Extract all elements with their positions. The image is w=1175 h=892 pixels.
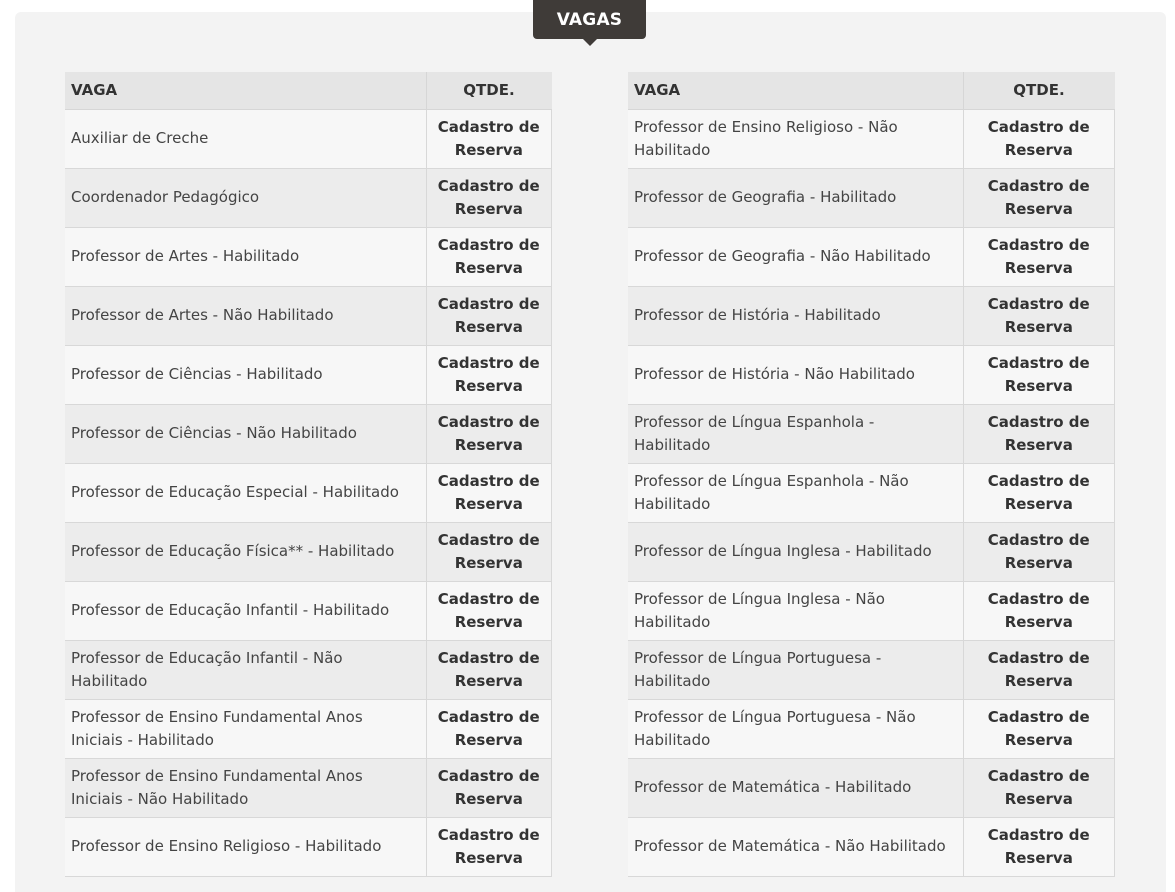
vagas-title-badge: [533, 0, 646, 39]
table-row: [628, 581, 1115, 640]
qtde-cell: Cadastro de Reserva: [426, 581, 552, 640]
vaga-cell: Professor de Educação Especial - Habilitado: [65, 463, 426, 522]
qtde-cell: Cadastro de Reserva: [426, 640, 552, 699]
qtde-cell: Cadastro de Reserva: [426, 817, 552, 876]
qtde-cell: Cadastro de Reserva: [963, 581, 1115, 640]
table-row: [65, 109, 552, 168]
vaga-cell: Professor de Ciências - Habilitado: [65, 345, 426, 404]
table-row: [628, 522, 1115, 581]
table-row: [65, 699, 552, 758]
table-row: [65, 227, 552, 286]
table-row: [628, 109, 1115, 168]
qtde-cell: Cadastro de Reserva: [963, 168, 1115, 227]
vaga-cell: Professor de Geografia - Não Habilitado: [628, 227, 963, 286]
qtde-cell: Cadastro de Reserva: [426, 109, 552, 168]
table-row: [65, 581, 552, 640]
qtde-cell: Cadastro de Reserva: [963, 758, 1115, 817]
vaga-cell: Professor de Ensino Religioso - Não Habilitado: [628, 109, 963, 168]
qtde-cell: Cadastro de Reserva: [963, 463, 1115, 522]
vaga-cell: Professor de Língua Inglesa - Habilitado: [628, 522, 963, 581]
table-row: [628, 345, 1115, 404]
vaga-cell: Professor de Ciências - Não Habilitado: [65, 404, 426, 463]
qtde-cell: Cadastro de Reserva: [426, 404, 552, 463]
qtde-cell: Cadastro de Reserva: [963, 640, 1115, 699]
qtde-cell: Cadastro de Reserva: [426, 345, 552, 404]
vaga-cell: Professor de Ensino Religioso - Habilitado: [65, 817, 426, 876]
vaga-cell: Professor de Educação Infantil - Não Habilitado: [65, 640, 426, 699]
table-row: [65, 404, 552, 463]
qtde-cell: Cadastro de Reserva: [963, 227, 1115, 286]
qtde-cell: Cadastro de Reserva: [963, 699, 1115, 758]
vaga-cell: Professor de História - Habilitado: [628, 286, 963, 345]
vaga-cell: Professor de Educação Infantil - Habilitado: [65, 581, 426, 640]
vaga-cell: Professor de Matemática - Habilitado: [628, 758, 963, 817]
qtde-cell: Cadastro de Reserva: [426, 227, 552, 286]
table-row: [628, 404, 1115, 463]
vaga-cell: Professor de Ensino Fundamental Anos Iniciais - Habilitado: [65, 699, 426, 758]
table-row: [628, 227, 1115, 286]
vaga-cell: Professor de Língua Inglesa - Não Habilitado: [628, 581, 963, 640]
vagas-table-right: [628, 72, 1115, 877]
qtde-cell: Cadastro de Reserva: [963, 345, 1115, 404]
vaga-cell: Professor de Língua Espanhola - Não Habilitado: [628, 463, 963, 522]
vaga-cell: Professor de Educação Física** - Habilitado: [65, 522, 426, 581]
vaga-cell: Professor de Artes - Habilitado: [65, 227, 426, 286]
vaga-cell: Coordenador Pedagógico: [65, 168, 426, 227]
vaga-cell: Professor de Artes - Não Habilitado: [65, 286, 426, 345]
vaga-cell: Professor de História - Não Habilitado: [628, 345, 963, 404]
table-header-row: [628, 72, 1115, 109]
qtde-cell: Cadastro de Reserva: [963, 404, 1115, 463]
table-row: [65, 286, 552, 345]
table-row: [628, 699, 1115, 758]
table-row: [628, 817, 1115, 876]
table-row: [65, 463, 552, 522]
qtde-cell: Cadastro de Reserva: [963, 286, 1115, 345]
column-header-vaga: VAGA: [628, 72, 963, 109]
vaga-cell: Professor de Geografia - Habilitado: [628, 168, 963, 227]
vaga-cell: Professor de Ensino Fundamental Anos Iniciais - Não Habilitado: [65, 758, 426, 817]
vagas-table-left: [65, 72, 552, 877]
table-row: [628, 463, 1115, 522]
table-row: [65, 345, 552, 404]
caret-down-icon: [583, 39, 597, 46]
vaga-cell: Professor de Matemática - Não Habilitado: [628, 817, 963, 876]
table-row: [628, 758, 1115, 817]
table-row: [65, 522, 552, 581]
qtde-cell: Cadastro de Reserva: [963, 109, 1115, 168]
qtde-cell: Cadastro de Reserva: [426, 168, 552, 227]
column-header-qtde: QTDE.: [426, 72, 552, 109]
table-row: [628, 640, 1115, 699]
qtde-cell: Cadastro de Reserva: [426, 286, 552, 345]
table-row: [65, 640, 552, 699]
table-row: [65, 168, 552, 227]
qtde-cell: Cadastro de Reserva: [426, 758, 552, 817]
column-header-qtde: QTDE.: [963, 72, 1115, 109]
qtde-cell: Cadastro de Reserva: [426, 463, 552, 522]
qtde-cell: Cadastro de Reserva: [963, 522, 1115, 581]
qtde-cell: Cadastro de Reserva: [426, 699, 552, 758]
table-row: [65, 758, 552, 817]
qtde-cell: Cadastro de Reserva: [963, 817, 1115, 876]
column-header-vaga: VAGA: [65, 72, 426, 109]
table-row: [628, 286, 1115, 345]
vagas-title: VAGAS: [556, 9, 623, 30]
vaga-cell: Professor de Língua Portuguesa - Não Habilitado: [628, 699, 963, 758]
table-row: [628, 168, 1115, 227]
vaga-cell: Auxiliar de Creche: [65, 109, 426, 168]
vaga-cell: Professor de Língua Portuguesa - Habilitado: [628, 640, 963, 699]
table-header-row: [65, 72, 552, 109]
vaga-cell: Professor de Língua Espanhola - Habilitado: [628, 404, 963, 463]
qtde-cell: Cadastro de Reserva: [426, 522, 552, 581]
table-row: [65, 817, 552, 876]
